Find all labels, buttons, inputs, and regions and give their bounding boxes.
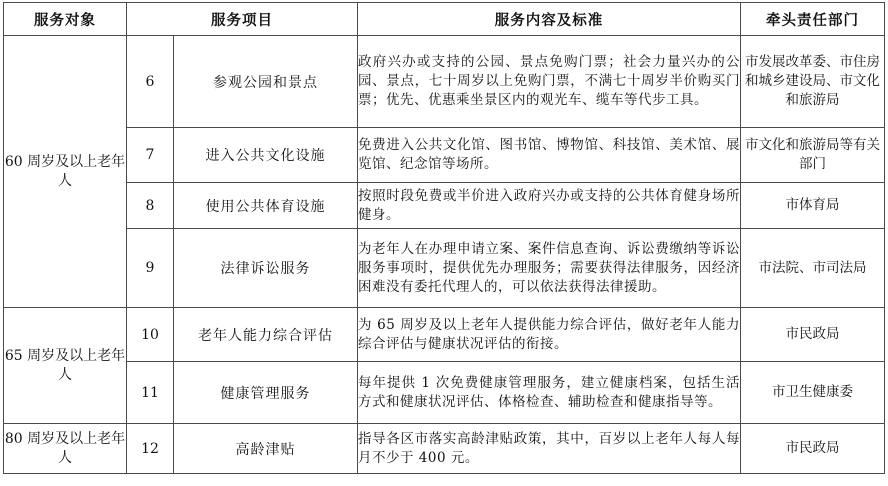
service-item: 使用公共体育设施 (174, 183, 358, 229)
row-number: 12 (127, 424, 174, 474)
header-target: 服务对象 (4, 3, 127, 36)
service-item: 参观公园和景点 (174, 36, 358, 128)
service-content: 为 65 周岁及以上老年人提供能力综合评估，做好老年人能力综合评估与健康状况评估的衔接。 (358, 308, 741, 362)
table-row (4, 128, 885, 183)
elderly-services-table (3, 2, 885, 474)
row-number: 6 (127, 36, 174, 128)
service-content: 指导各区市落实高龄津贴政策，其中，百岁以上老年人每人每月不少于 400 元。 (358, 424, 741, 474)
service-item: 法律诉讼服务 (174, 229, 358, 308)
table-row (4, 424, 885, 474)
services-table-container (3, 2, 885, 474)
service-content: 政府兴办或支持的公园、景点免购门票；社会力量兴办的公园、景点，七十周岁以上免购门票，不满七十周岁半价购买门票；优先、优惠乘坐景区内的观光车、缆车等代步工具。 (358, 36, 741, 128)
group-label-80: 80 周岁及以上老年人 (4, 424, 127, 474)
row-number: 8 (127, 183, 174, 229)
lead-department: 市民政局 (741, 308, 885, 362)
header-row (4, 3, 885, 36)
row-number: 7 (127, 128, 174, 183)
row-number: 9 (127, 229, 174, 308)
service-content: 免费进入公共文化馆、图书馆、博物馆、科技馆、美术馆、展览馆、纪念馆等场所。 (358, 128, 741, 183)
header-dept: 牵头责任部门 (741, 3, 885, 36)
table-row (4, 229, 885, 308)
row-number: 10 (127, 308, 174, 362)
service-content: 为老年人在办理申请立案、案件信息查询、诉讼费缴纳等诉讼服务事项时，提供优先办理服务；需要获得法律服务，因经济困难没有委托代理人的，可以依法获得法律援助。 (358, 229, 741, 308)
row-number: 11 (127, 362, 174, 424)
group-label-65: 65 周岁及以上老年人 (4, 308, 127, 424)
header-item: 服务项目 (127, 3, 358, 36)
service-item: 老年人能力综合评估 (174, 308, 358, 362)
lead-department: 市文化和旅游局等有关部门 (741, 128, 885, 183)
service-item: 高龄津贴 (174, 424, 358, 474)
service-content: 按照时段免费或半价进入政府兴办或支持的公共体育健身场所健身。 (358, 183, 741, 229)
table-row (4, 308, 885, 362)
lead-department: 市发展改革委、市住房和城乡建设局、市文化和旅游局 (741, 36, 885, 128)
service-item: 健康管理服务 (174, 362, 358, 424)
table-row (4, 362, 885, 424)
lead-department: 市民政局 (741, 424, 885, 474)
header-content: 服务内容及标准 (358, 3, 741, 36)
table-row (4, 183, 885, 229)
group-label-60: 60 周岁及以上老年人 (4, 36, 127, 308)
lead-department: 市体育局 (741, 183, 885, 229)
service-item: 进入公共文化设施 (174, 128, 358, 183)
table-row (4, 36, 885, 128)
service-content: 每年提供 1 次免费健康管理服务，建立健康档案，包括生活方式和健康状况评估、体格检查、辅助检查和健康指导等。 (358, 362, 741, 424)
lead-department: 市法院、市司法局 (741, 229, 885, 308)
lead-department: 市卫生健康委 (741, 362, 885, 424)
